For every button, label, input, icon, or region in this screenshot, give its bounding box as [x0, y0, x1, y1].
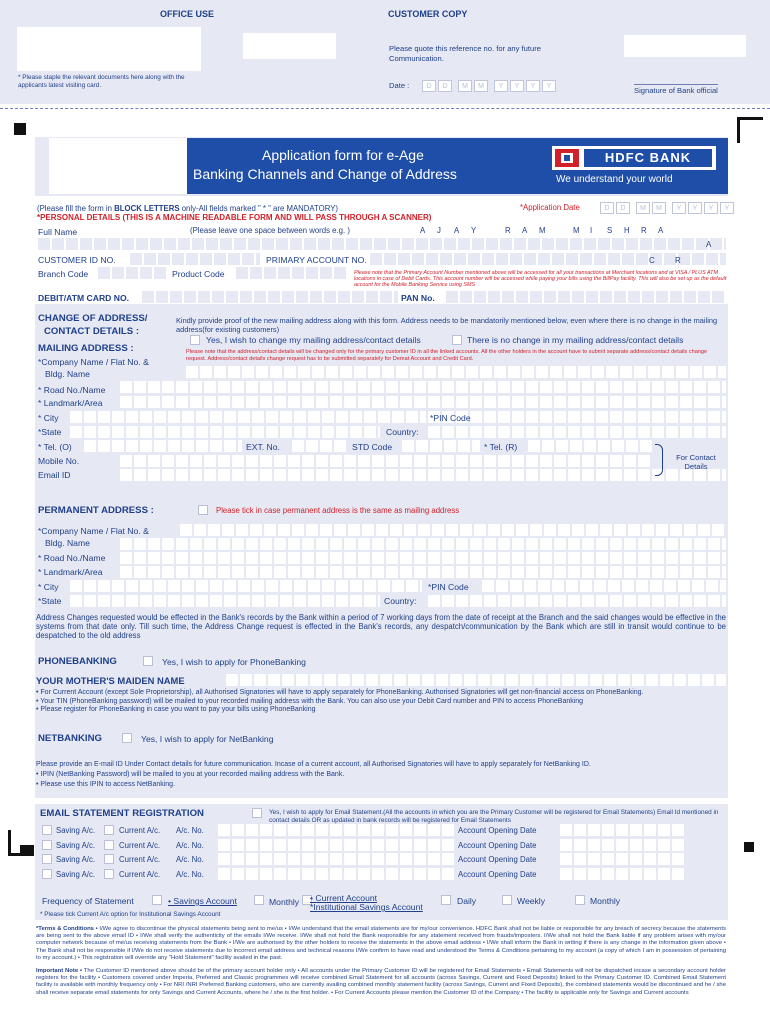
freq-savings-label: • Savings Account [168, 896, 237, 906]
example-letter: R [641, 226, 647, 235]
permanent-address-title: PERMANENT ADDRESS : [38, 505, 154, 516]
mail-bldg-label: Bldg. Name [45, 369, 90, 379]
date-cell: D [438, 80, 452, 92]
current-checkbox[interactable] [104, 840, 114, 850]
mail-std-field[interactable] [402, 440, 480, 452]
account-no-field[interactable] [218, 824, 454, 836]
date-cell: M [636, 202, 650, 214]
primary-account-note: Please note that the Primary Account Number mentioned above will be accessed for all your transactions at Merchant locations and at VISA / PLUS ATM locations in case of Debit Cards. This account number will be accessed while paying your bills using the BillPay facility. This will also be set up as the default account for the Mobile Banking Service using SMS [354, 270, 727, 289]
saving-label: Saving A/c. [56, 855, 96, 864]
phonebanking-note: • Please register for PhoneBanking in case you want to pay your bills using PhoneBanking [36, 706, 316, 714]
fill-instructions [37, 204, 338, 213]
product-code-label: Product Code [172, 269, 225, 279]
freq-weekly-label: Weekly [517, 896, 546, 906]
fill-note-pre: (Please fill the form in [37, 204, 115, 213]
bank-tagline: We understand your world [556, 174, 673, 185]
reference-number-box[interactable] [624, 35, 746, 57]
important-note-block [36, 968, 726, 997]
mail-email-field[interactable] [120, 469, 726, 481]
mail-state-field[interactable] [70, 426, 380, 438]
form-title-line-2: Banking Channels and Change of Address [193, 166, 457, 182]
same-as-mailing-checkbox[interactable] [198, 505, 208, 515]
mail-pin-label: *PIN Code [430, 413, 471, 423]
mail-state-label: *State [38, 427, 62, 437]
email-account-row [42, 853, 728, 868]
account-no-label: A/c. No. [176, 840, 204, 850]
debit-card-field[interactable] [142, 291, 398, 303]
primary-account-label: PRIMARY ACCOUNT NO. [266, 255, 367, 265]
perm-company-field[interactable] [180, 524, 726, 536]
netbanking-title: NETBANKING [38, 733, 102, 744]
cut-line [0, 108, 770, 109]
frequency-label: Frequency of Statement [42, 896, 134, 906]
date-cell: Y [494, 80, 508, 92]
current-checkbox[interactable] [104, 869, 114, 879]
full-name-field[interactable] [38, 238, 726, 250]
same-as-mailing-note: Please tick in case permanent address is the same as mailing address [216, 506, 460, 515]
saving-label: Saving A/c. [56, 826, 96, 835]
saving-label: Saving A/c. [56, 840, 96, 850]
current-checkbox[interactable] [104, 854, 114, 864]
account-no-field[interactable] [218, 853, 454, 865]
example-letter-c: C [649, 256, 655, 265]
scan-mark-top-right [737, 117, 763, 143]
current-label: Current A/c. [119, 840, 161, 850]
date-cell: Y [720, 202, 734, 214]
email-statement-title: EMAIL STATEMENT REGISTRATION [40, 808, 204, 819]
example-letter: A [420, 226, 426, 235]
mail-country-label: Country: [386, 427, 419, 437]
mail-city-field[interactable] [70, 411, 424, 423]
example-letter: S [607, 226, 613, 235]
personal-details-heading [37, 213, 431, 222]
maiden-name-label: YOUR MOTHER'S MAIDEN NAME [36, 675, 185, 686]
perm-road-field[interactable] [120, 552, 726, 564]
top-date-cells[interactable] [422, 80, 556, 92]
example-letter: Y [471, 226, 477, 235]
saving-checkbox[interactable] [42, 825, 52, 835]
freq-monthly-savings-label: Monthly [269, 897, 300, 907]
mail-road-field[interactable] [120, 396, 726, 408]
freq-monthly-current-label: Monthly [590, 896, 621, 906]
mail-city-label: * City [38, 413, 59, 423]
mail-ext-field[interactable] [292, 440, 348, 452]
netbanking-note: • IPIN (NetBanking Password) will be mailed to you at your recorded mailing address with the Bank. [36, 771, 345, 778]
opening-date-label: Account Opening Date [458, 855, 537, 864]
mail-country-field[interactable] [428, 426, 726, 438]
linked-accounts-note: Please note that the address/contact details will be changed only for the primary customer ID in all the linked accounts. All the other holders in the account have to submit separate address/contact details change request. Address/contact details change request has to be submitted separately for Demat Account and Credit Card. [186, 349, 708, 362]
application-date-label: *Application Date [520, 203, 580, 212]
account-no-field[interactable] [218, 868, 454, 880]
date-cell: Y [526, 80, 540, 92]
mail-pin-field[interactable] [484, 411, 726, 423]
example-letter: M [573, 226, 580, 235]
netbanking-note: • Please use this IPIN to access NetBanking. [36, 781, 176, 788]
important-text: The Customer ID mentioned above should be of the primary account holder only • All accounts under the Primary Customer ID will be registered for Email Statements • Email Statements will not be dispatched incase a secondary account holder registers for the facility • Customers covered under Imperia, Preferred and Classic programmes will receive combined Email Statement for all accounts (across Savings, Current and Fixed Deposits) linked to the Primary Customer ID. Combined Email Statement facility is available with monthly frequency only • For NRI /NRI Preferred Banking customers, who are currently availing combined monthly statement facility (across Savings, Current and Fixed Deposits), the combined statements would be discontinued and he / she shall receive separate email statements for only Savings and Current Accounts, where he / she is the first holder. • For Current Accounts please mention the Customer ID of the Company • The facility is applicable only for Savings and Current accounts [36, 968, 726, 996]
mail-tel-o-label: * Tel. (O) [38, 442, 72, 452]
hdfc-logo [552, 146, 716, 170]
perm-company-label: *Company Name / Flat No. & [38, 526, 149, 536]
date-cell: Y [510, 80, 524, 92]
branch-code-label: Branch Code [38, 269, 89, 279]
opening-date-field[interactable] [560, 839, 686, 851]
fill-note-post: only-All fields marked " * " are MANDATORY) [179, 204, 339, 213]
opening-date-label: Account Opening Date [458, 826, 537, 835]
office-use-label: OFFICE USE [160, 9, 215, 19]
mail-tel-o-field[interactable] [84, 440, 242, 452]
customer-copy-label: CUSTOMER COPY [388, 9, 468, 19]
account-no-field[interactable] [218, 839, 454, 851]
date-cell: Y [704, 202, 718, 214]
mailing-address-title: MAILING ADDRESS : [38, 343, 134, 354]
phonebanking-checkbox[interactable] [143, 656, 153, 666]
example-letter: A [658, 226, 664, 235]
current-label: Current A/c. [119, 869, 161, 879]
opening-date-label: Account Opening Date [458, 840, 537, 850]
customer-id-field[interactable] [130, 253, 260, 265]
mail-ext-label: EXT. No. [246, 442, 280, 452]
date-cell: D [600, 202, 614, 214]
current-label: Current A/c. [119, 826, 161, 835]
perm-landmark-field[interactable] [120, 566, 726, 578]
freq-weekly-checkbox[interactable] [502, 895, 512, 905]
example-letter-a: A [706, 240, 712, 249]
example-letter: A [454, 226, 460, 235]
perm-pin-label: *PIN Code [428, 582, 469, 592]
example-letter-r: R [675, 256, 681, 265]
personal-details-label: *PERSONAL DETAILS [37, 213, 121, 222]
phonebanking-title: PHONEBANKING [38, 656, 117, 667]
for-contact-details-note: For Contact Details [676, 453, 716, 471]
netbanking-notes [36, 760, 726, 790]
date-cell: M [458, 80, 472, 92]
terms-block [36, 926, 726, 962]
perm-country-label: Country: [384, 596, 417, 606]
netbanking-checkbox[interactable] [122, 733, 132, 743]
scan-mark-left-corner [8, 830, 34, 856]
form-title-line-1: Application form for e-Age [262, 147, 424, 163]
netbanking-note: Please provide an E-mail ID Under Contact details for future communication. Incase of a current account, all Authorised Signatories will have to apply separately for NetBanking ID. [36, 761, 591, 768]
mail-mobile-field[interactable] [120, 455, 652, 467]
debit-card-label: DEBIT/ATM CARD NO. [38, 293, 130, 303]
mail-tel-r-label: * Tel. (R) [484, 442, 518, 452]
branch-code-field[interactable] [98, 267, 168, 279]
example-letter: H [624, 226, 630, 235]
important-label: Important Note • [36, 968, 83, 974]
opening-date-field[interactable] [560, 868, 686, 880]
saving-checkbox[interactable] [42, 840, 52, 850]
quote-reference-note: Please quote this reference no. for any future Communication. [389, 44, 541, 63]
email-account-rows [42, 824, 728, 882]
example-letter [556, 226, 573, 235]
opening-date-field[interactable] [560, 853, 686, 865]
mail-std-label: STD Code [352, 442, 393, 452]
no-change-option: There is no change in my mailing address/contact details [467, 335, 684, 345]
example-letter: I [590, 226, 593, 235]
phonebanking-note: • For Current Account (except Sole Proprietorship), all Authorised Signatories will have to apply separately for PhoneBanking. Authorised Signatories will get non-financial access on PhoneBanking. [36, 689, 644, 696]
saving-checkbox[interactable] [42, 869, 52, 879]
email-account-row [42, 839, 728, 854]
date-cell: Y [542, 80, 556, 92]
pan-field[interactable] [446, 291, 726, 303]
pan-label: PAN No. [401, 293, 435, 303]
freq-daily-label: Daily [457, 896, 477, 906]
staple-note: * Please staple the relevant documents here along with the applicants latest visiting card. [18, 74, 185, 89]
office-use-box-1[interactable] [17, 27, 201, 71]
date-cell: Y [672, 202, 686, 214]
date-cell: D [616, 202, 630, 214]
phonebanking-note: • Your TIN (PhoneBanking password) will be mailed to your recorded mailing address with the Bank. You can also use your Debit Card number and PIN to access PhoneBanking [36, 697, 584, 705]
name-example [420, 226, 675, 235]
change-address-title-2: CONTACT DETAILS : [44, 326, 140, 337]
perm-pin-field[interactable] [482, 580, 726, 592]
perm-bldg-label: Bldg. Name [45, 538, 90, 548]
freq-monthly-current-checkbox[interactable] [575, 895, 585, 905]
perm-state-field[interactable] [70, 595, 380, 607]
freq-current-label: • Current Account [310, 893, 378, 903]
mail-company-label: *Company Name / Flat No. & [38, 357, 149, 367]
phonebanking-option: Yes, I wish to apply for PhoneBanking [162, 657, 306, 667]
date-label: Date : [389, 81, 410, 90]
date-cell: D [422, 80, 436, 92]
signature-label: Signature of Bank official [634, 86, 718, 95]
customer-id-label: CUSTOMER ID NO. [38, 255, 116, 265]
example-letter: R [505, 226, 511, 235]
perm-bldg-field[interactable] [120, 538, 726, 550]
freq-institutional-label: *Institutional Savings Account [310, 902, 423, 912]
perm-city-label: * City [38, 582, 59, 592]
mail-road-label: * Road No./Name [38, 385, 106, 395]
mail-bldg-field[interactable] [120, 381, 726, 393]
example-letter: J [437, 226, 441, 235]
product-code-field[interactable] [236, 267, 348, 279]
opening-date-label: Account Opening Date [458, 869, 537, 879]
netbanking-option: Yes, I wish to apply for NetBanking [141, 734, 274, 744]
email-statement-option: Yes, I wish to apply for Email Statement.(All the accounts in which you are the Primary Customer will be registered for Email Statements) Email Id mentioned in contact details OR as updated in bank records will be registered for Email Statements [269, 809, 719, 824]
maiden-name-field[interactable] [226, 674, 726, 686]
terms-label: *Terms & Conditions • [36, 926, 98, 932]
saving-checkbox[interactable] [42, 854, 52, 864]
scan-mark-right [744, 842, 754, 852]
mail-email-label: Email ID [38, 470, 71, 480]
terms-text: I/We agree to discontinue the physical statements being sent to me/us • I/We understand that the email statements are for my/our convenience. HDFC Bank shall not be liable or responsible for any breach of secrecy because the statements are being sent to the above email ID • I/We shall verify the authenticity of the emails I/We receive. I/We shall not hold the Bank responsible for any statement received from frauds/imposters. I/We shall not hold the Bank liable if any problem arises with my/our computer network because of me/us receiving statements from the Bank • I/We are authorised by the other holders to receive the statements in the above email address • I/We shall inform the Bank in writing if there is any change in the information given above • The Bank shall not be responsible if I/We do not receive statements due to incorrect email address and technical reasons I/We confirm to have read and understood the Terms & Conditions pertaining to my account (a copy of which I am in possession of pertaining to my account.) • This registration will override any "Hold Statement" facility availed in the past. [36, 926, 726, 961]
scan-mark-top-left [14, 123, 26, 135]
address-change-note: Address Changes requested would be effected in the Bank's records by the Bank within a period of 7 working days from the date of receipt at the Branch and the said changes would be effective in the systems from that date only. Till such time, the Address Change request is effected in the Bank's records, any despatch/communication by the Bank which are still in transit would continue to be despatched to the old address [36, 613, 726, 641]
hdfc-logo-mark-icon [555, 149, 579, 167]
example-letter: A [522, 226, 528, 235]
current-label: Current A/c. [119, 855, 161, 864]
mail-company-field[interactable] [186, 366, 726, 378]
no-change-checkbox[interactable] [452, 335, 462, 345]
perm-state-label: *State [38, 596, 62, 606]
date-cell: Y [688, 202, 702, 214]
primary-account-field[interactable] [370, 253, 726, 265]
hdfc-logo-wordmark: HDFC BANK [584, 149, 712, 167]
perm-country-field[interactable] [428, 595, 726, 607]
saving-label: Saving A/c. [56, 869, 96, 879]
current-checkbox[interactable] [104, 825, 114, 835]
date-cell: M [474, 80, 488, 92]
account-no-label: A/c. No. [176, 826, 204, 835]
full-name-label: Full Name [38, 227, 78, 237]
mail-mobile-label: Mobile No. [38, 456, 80, 466]
freq-savings-checkbox[interactable] [152, 895, 162, 905]
perm-road-label: * Road No./Name [38, 553, 106, 563]
header-white-block [49, 138, 187, 194]
account-no-label: A/c. No. [176, 869, 204, 879]
name-hint: (Please leave one space between words e.g. ) [190, 226, 350, 235]
contact-brace-icon [655, 444, 663, 476]
account-no-label: A/c. No. [176, 855, 204, 864]
example-letter: M [539, 226, 546, 235]
mail-tel-r-field[interactable] [528, 440, 652, 452]
change-address-checkbox[interactable] [190, 335, 200, 345]
change-address-option: Yes, I wish to change my mailing address/contact details [206, 335, 421, 345]
phonebanking-notes [36, 689, 726, 715]
change-address-title-1: CHANGE OF ADDRESS/ [38, 313, 148, 324]
perm-landmark-label: * Landmark/Area [38, 567, 103, 577]
office-use-box-2[interactable] [243, 33, 336, 59]
institutional-tick-note: * Please tick Current A/c option for Institutional Savings Account [40, 911, 221, 918]
opening-date-field[interactable] [560, 824, 686, 836]
date-cell: M [652, 202, 666, 214]
application-date-cells[interactable] [600, 202, 734, 214]
email-statement-checkbox[interactable] [252, 808, 262, 818]
example-letter [488, 226, 505, 235]
fill-note-bold: BLOCK LETTERS [114, 204, 180, 213]
proof-note: Kindly provide proof of the new mailing address along with this form. Address needs to be mandatorily mentioned below, even where there is no change in the mailing address(for existing customers) [176, 316, 718, 334]
mail-landmark-label: * Landmark/Area [38, 398, 103, 408]
machine-readable-note: (THIS IS A MACHINE READABLE FORM AND WILL PASS THROUGH A SCANNER) [122, 213, 432, 222]
freq-monthly-savings-checkbox[interactable] [254, 895, 264, 905]
email-account-row [42, 868, 728, 883]
perm-city-field[interactable] [70, 580, 422, 592]
freq-daily-checkbox[interactable] [441, 895, 451, 905]
email-account-row [42, 824, 728, 839]
